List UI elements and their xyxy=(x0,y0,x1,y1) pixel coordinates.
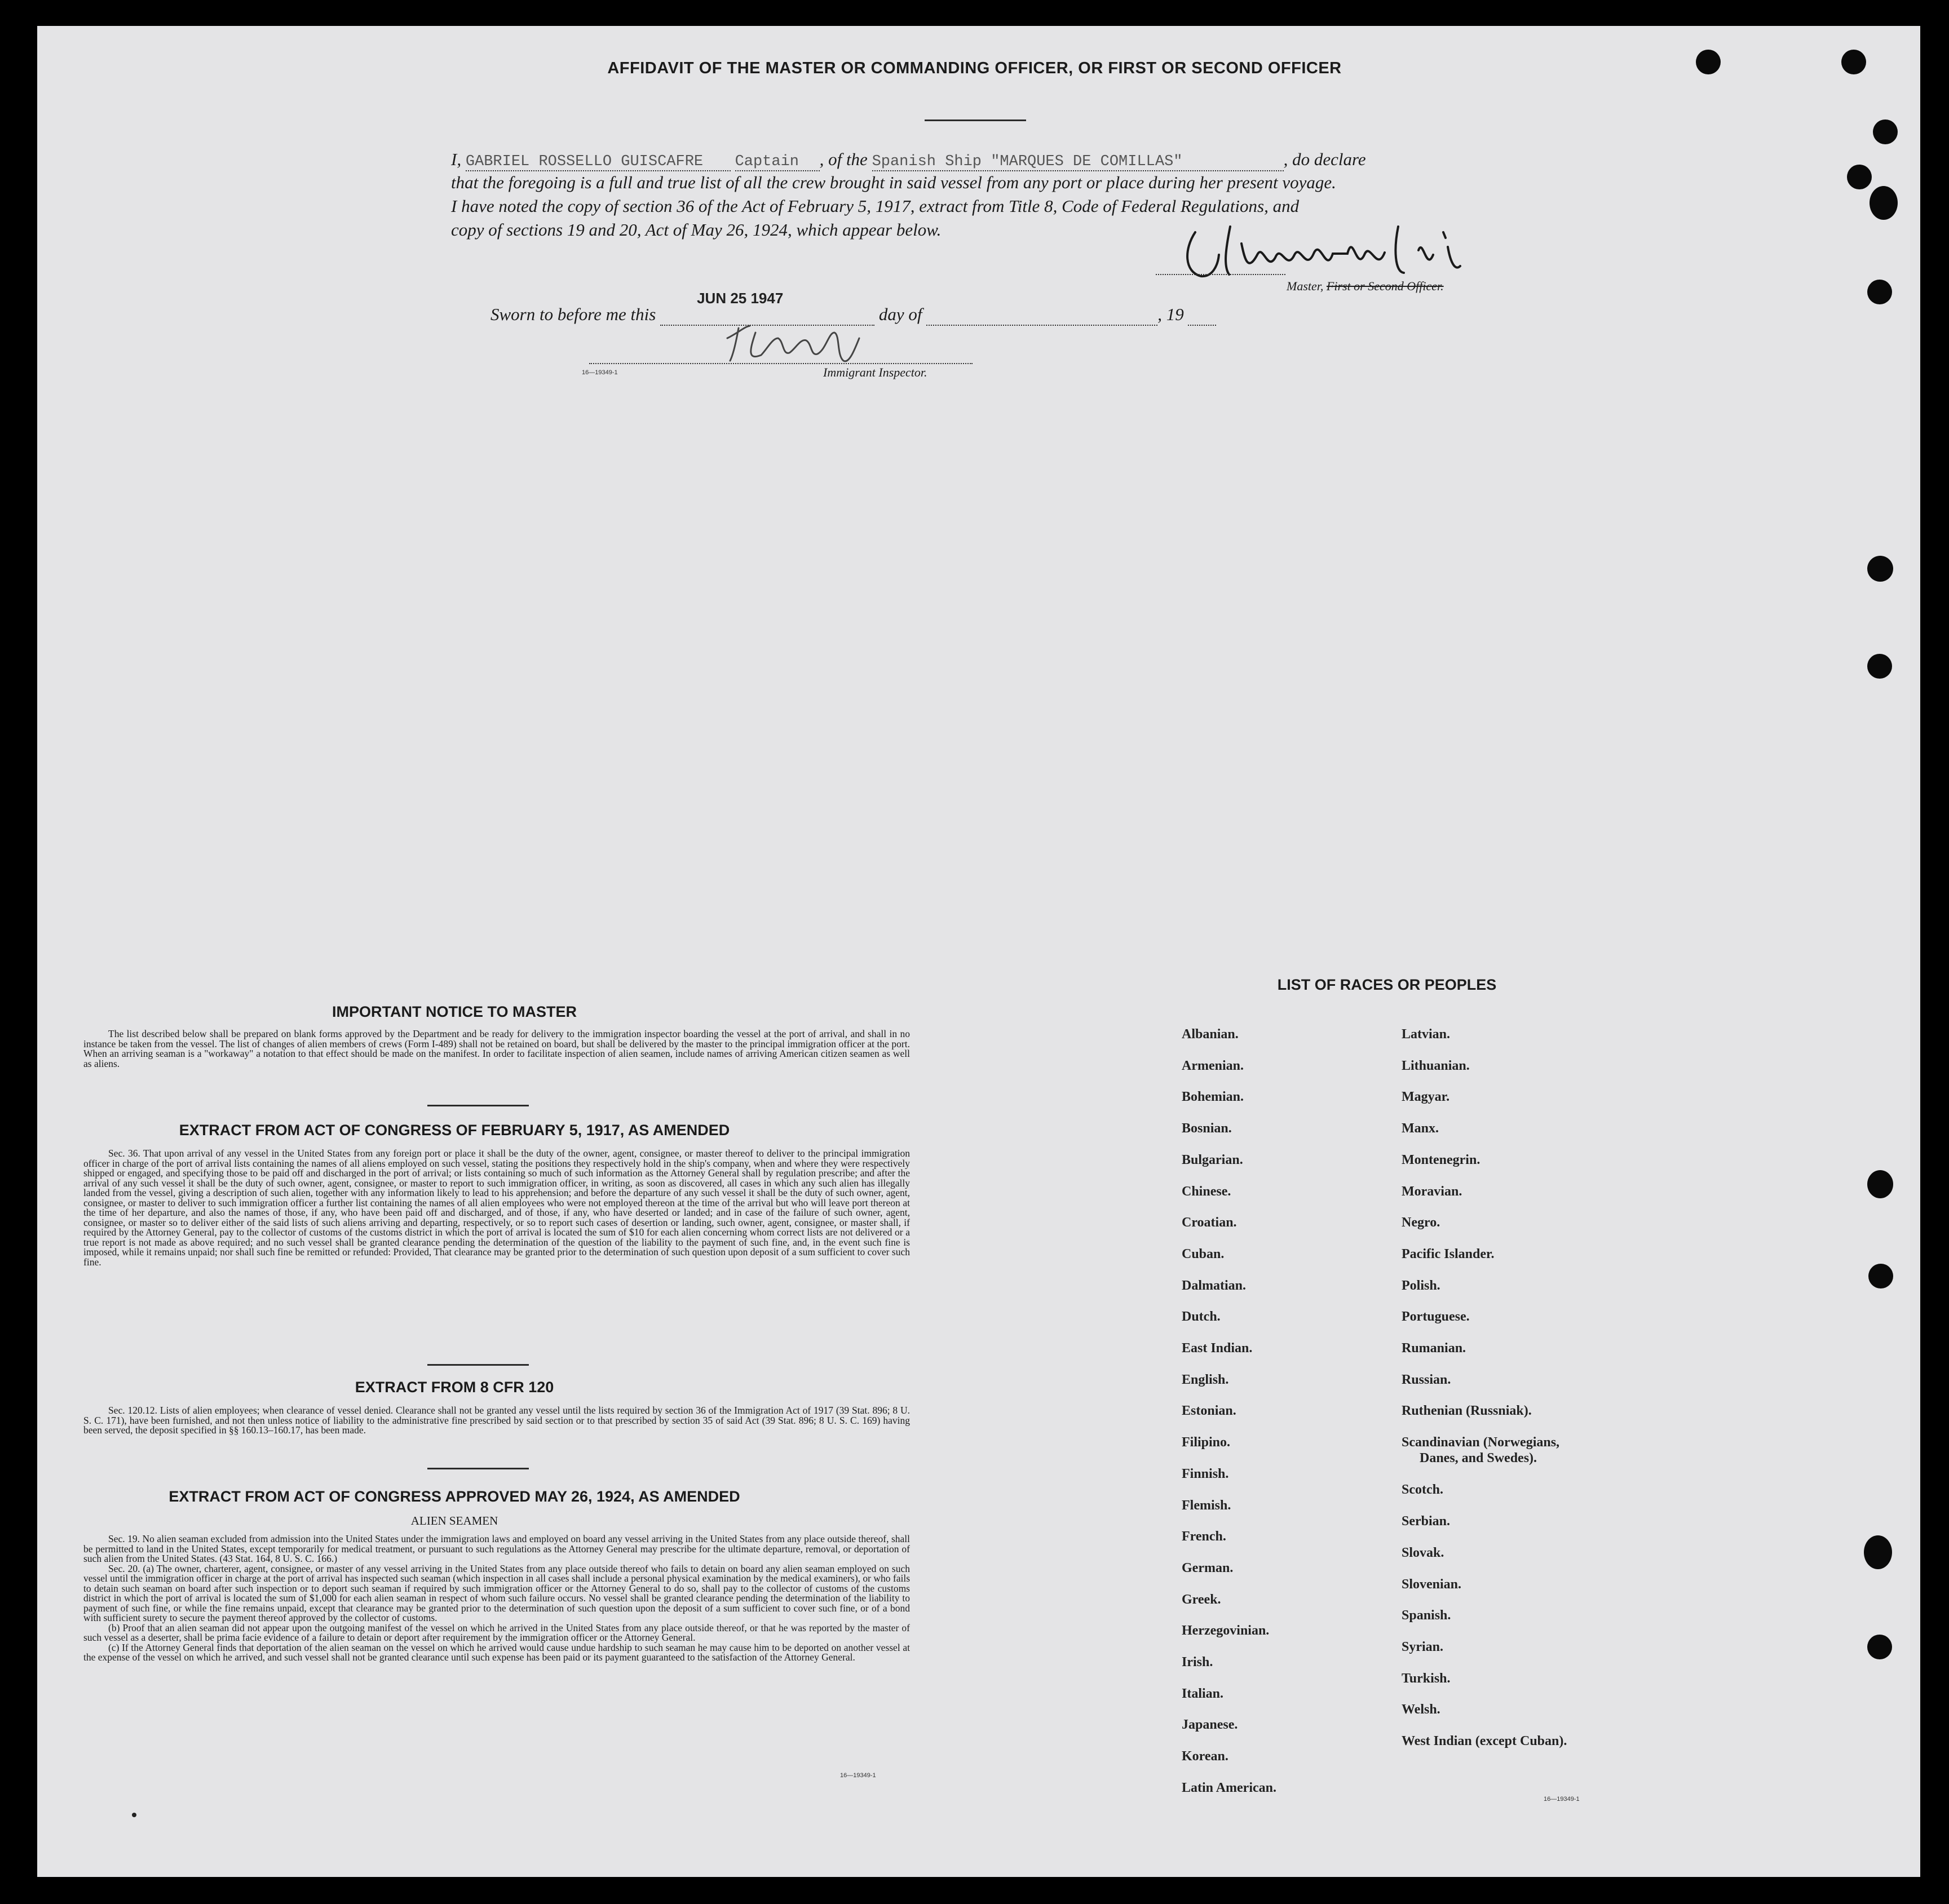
affidavit-line-4: copy of sections 19 and 20, Act of May 26, 1924, which appear below. xyxy=(451,220,942,240)
race-item: Slovenian. xyxy=(1402,1577,1462,1592)
race-item: Ruthenian (Russniak). xyxy=(1402,1403,1532,1419)
race-item: Manx. xyxy=(1402,1121,1439,1136)
race-item: Montenegrin. xyxy=(1402,1152,1480,1167)
race-item: English. xyxy=(1182,1372,1229,1387)
race-item: Lithuanian. xyxy=(1402,1058,1470,1073)
race-item: Filipino. xyxy=(1182,1435,1231,1450)
text: day of xyxy=(878,304,922,324)
race-item: Albanian. xyxy=(1182,1027,1239,1042)
divider xyxy=(427,1468,529,1469)
race-item: West Indian (except Cuban). xyxy=(1402,1734,1567,1748)
race-item: Portuguese. xyxy=(1402,1309,1470,1325)
race-item: Latin American. xyxy=(1182,1780,1276,1795)
affidavit-line-2: that the foregoing is a full and true list of all the crew brought in said vessel from any port or place during her present voyage. xyxy=(451,172,1336,192)
affidavit-line-1 xyxy=(451,149,1505,171)
race-item: Herzegovinian. xyxy=(1182,1623,1270,1639)
punch-hole xyxy=(1873,119,1898,144)
extract-cfr-title: EXTRACT FROM 8 CFR 120 xyxy=(355,1379,554,1396)
paragraph-sec20b: (b) Proof that an alien seaman did not appear upon the outgoing manifest of the vessel on which he arrived in the United States from any place outside thereof, or that he was reported by the master of such vessel as a deserter, shall be prima facie evidence of a failure to detain or deport after requirement by the immigration officer or the Attorney General. xyxy=(83,1622,910,1643)
punch-hole xyxy=(1867,1635,1892,1659)
text: , do declare xyxy=(1283,149,1366,169)
affidavit-line-3: I have noted the copy of section 36 of the Act of February 5, 1917, extract from Title 8, Code of Federal Regulations, and xyxy=(451,196,1300,216)
race-item: Latvian. xyxy=(1402,1027,1451,1042)
notice-body xyxy=(83,1029,910,1069)
text: , 19 xyxy=(1157,304,1184,324)
race-item: Slovak. xyxy=(1402,1545,1444,1560)
race-item: Rumanian. xyxy=(1402,1341,1466,1356)
race-item: Magyar. xyxy=(1402,1090,1450,1105)
paragraph-sec19: Sec. 19. No alien seaman excluded from admission into the United States under the immigration laws and employed on board any vessel arriving in the United States from any place outside thereof, shall be permitted to land in the United States, except temporarily for medical treatment, or pursuant to such regulations as the Attorney General may prescribe for the ultimate departure, removal, or deportation of such alien from the United States. (43 Stat. 164, 8 U. S. C. 166.) xyxy=(83,1533,910,1564)
inspector-label: Immigrant Inspector. xyxy=(823,365,927,379)
race-item: Bohemian. xyxy=(1182,1090,1244,1105)
race-item: Negro. xyxy=(1402,1215,1440,1230)
text: , of the xyxy=(819,149,868,169)
vessel-name: Spanish Ship "MARQUES DE COMILLAS" xyxy=(872,153,1284,171)
text: Sworn to before me this xyxy=(490,304,656,324)
race-item: Welsh. xyxy=(1402,1702,1440,1717)
race-item: Dalmatian. xyxy=(1182,1278,1246,1293)
race-item: Moravian. xyxy=(1402,1184,1462,1199)
race-item: Croatian. xyxy=(1182,1215,1237,1230)
race-item: Serbian. xyxy=(1402,1514,1451,1529)
race-item: Flemish. xyxy=(1182,1498,1231,1513)
divider xyxy=(427,1105,529,1106)
form-number: 16—19349-1 xyxy=(582,369,618,376)
paragraph-sec20a: Sec. 20. (a) The owner, charterer, agent, consignee, or master of any vessel arriving in the United States from any place outside thereof who fails to detain on board any alien seaman employed on such vessel until the immigration officer in charge at the port of arrival has inspected such seaman (which inspection in all cases shall include a personal physical examination by the medical examiners), or who fails to detain such seaman on board after such inspection or to deport such seaman if required by such immigration officer or the Attorney General to do so, shall pay to the collector of customs of the customs district in which the port of arrival is located the sum of $1,000 for each alien seaman in respect of whom such failure occurs. No vessel shall be granted clearance pending the determination of the liability to payment of such fine, or while the fine remains unpaid, except that clearance may be granted prior to the determination of such question upon the deposit of a sum sufficient to cover such fine, or of a bond with sufficient surety to secure the payment thereof approved by the collector of customs. xyxy=(83,1562,910,1623)
race-item: Estonian. xyxy=(1182,1403,1236,1419)
officer-label-struck: First or Second Officer. xyxy=(1326,279,1444,293)
punch-hole xyxy=(1847,165,1872,189)
race-item: Turkish. xyxy=(1402,1671,1451,1686)
race-item: French. xyxy=(1182,1529,1226,1544)
race-item: Dutch. xyxy=(1182,1309,1221,1325)
race-item: Scandinavian (Norwegians, xyxy=(1402,1435,1560,1450)
master-label xyxy=(1287,279,1444,294)
extract-1917-body xyxy=(83,1149,910,1267)
year-field xyxy=(1188,304,1216,326)
form-number: 16—19349-1 xyxy=(1544,1796,1580,1803)
extract-1924-title: EXTRACT FROM ACT OF CONGRESS APPROVED MAY 26, 1924, AS AMENDED xyxy=(169,1488,740,1505)
race-item: Korean. xyxy=(1182,1749,1228,1764)
punch-hole xyxy=(1867,280,1892,304)
race-item: Armenian. xyxy=(1182,1058,1244,1073)
extract-cfr-body xyxy=(83,1406,910,1436)
race-item: Japanese. xyxy=(1182,1717,1238,1733)
race-item: Chinese. xyxy=(1182,1184,1231,1199)
race-item: Italian. xyxy=(1182,1686,1224,1701)
affidavit-title: AFFIDAVIT OF THE MASTER OR COMMANDING OFFICER, OR FIRST OR SECOND OFFICER xyxy=(607,59,1342,77)
paragraph-sec20c: (c) If the Attorney General finds that deportation of the alien seaman on the vessel on which he arrived would cause undue hardship to such seaman he may cause him to be deported on another vessel at the expense of the vessel on which he arrived, and such vessel shall not be granted clearance until such expense has been paid or its payment guaranteed to the satisfaction of the Attorney General. xyxy=(83,1641,910,1663)
master-name: GABRIEL ROSSELLO GUISCAFRE xyxy=(466,153,731,171)
rank: Captain xyxy=(735,153,820,171)
race-item: Danes, and Swedes). xyxy=(1420,1451,1537,1466)
master-signature-line xyxy=(1156,274,1285,275)
text: I, xyxy=(451,149,462,169)
race-item: Irish. xyxy=(1182,1655,1213,1670)
master-signature xyxy=(1178,210,1550,283)
paragraph: Sec. 120.12. Lists of alien employees; when clearance of vessel denied. Clearance shall not be granted any vessel until the lists required by section 36 of the Immigration Act of 1917 (39 Stat. 896; 8 U. S. C. 171), have been furnished, and not then unless notice of liability to the administrative fine prescribed by said section or to that prescribed by section 35 of said Act (39 Stat. 896; 8 U. S. C. 169) having been served, the deposit specified in §§ 160.13–160.17, has been made. xyxy=(83,1405,910,1436)
race-item: Russian. xyxy=(1402,1372,1451,1387)
notice-title: IMPORTANT NOTICE TO MASTER xyxy=(332,1003,577,1020)
punch-hole xyxy=(1867,556,1893,582)
date-stamp: JUN 25 1947 xyxy=(697,290,784,307)
inspector-signature-line xyxy=(589,363,973,364)
race-item: Scotch. xyxy=(1402,1482,1443,1498)
form-number: 16—19349-1 xyxy=(840,1772,876,1779)
race-item: Spanish. xyxy=(1402,1608,1451,1623)
inspector-signature xyxy=(716,316,908,366)
paragraph: Sec. 36. That upon arrival of any vessel in the United States from any foreign port or place it shall be the duty of the owner, agent, consignee, or master thereof to deliver to the principal immigration officer in charge of the port of arrival lists containing the names of all aliens employed on such vessel, stating the positions they respectively hold in the ship's company, when and where they were respectively shipped or engaged, and specifying those to be paid off and discharged in the port of arrival; or lists containing so much of such information as the Attorney General shall by regulation prescribe; and after the arrival of any such vessel it shall be the duty of such owner, agent, consignee, or master to report to such immigration officer, in writing, as soon as discovered, all cases in which any such alien has illegally landed from the vessel, giving a description of such alien, together with any information likely to lead to his apprehension; and before the departure of any such vessel it shall be the duty of such owner, agent, consignee, or master to deliver to such immigration officer a further list containing the names of all alien employees who were not employed thereon at the time of the arrival but who will leave port thereon at the time of her departure, and also the names of those, if any, who have been paid off and discharged, and of those, if any, who have deserted or landed; and in case of the failure of such owner, agent, consignee, or master so to deliver either of the said lists of such aliens arriving and departing, respectively, or so to report such cases of desertion or landing, such owner, agent, consignee, or master shall, if required by the Attorney General, pay to the collector of customs of the customs district in which the port of arrival is located the sum of $10 for each alien concerning whom correct lists are not delivered or a true report is not made as above required; and no such vessel shall be granted clearance pending the determination of the question of the liability to the payment of such fine, and, in the event such fine is imposed, while it remains unpaid; nor shall such fine be remitted or refunded: Provided, That clearance may be granted prior to the determination of such question upon deposit of a sum sufficient to cover such fine. xyxy=(83,1148,910,1268)
race-item: Finnish. xyxy=(1182,1466,1229,1481)
race-item: East Indian. xyxy=(1182,1341,1253,1356)
punch-hole xyxy=(1870,186,1898,220)
month-field xyxy=(926,304,1157,326)
divider xyxy=(925,119,1026,121)
race-item: Syrian. xyxy=(1402,1639,1444,1654)
race-item: Pacific Islander. xyxy=(1402,1246,1495,1261)
speck xyxy=(132,1813,136,1817)
race-item: Greek. xyxy=(1182,1592,1221,1607)
extract-1924-body xyxy=(83,1534,910,1663)
race-item: Bulgarian. xyxy=(1182,1152,1243,1167)
extract-1924-subtitle: ALIEN SEAMEN xyxy=(410,1514,498,1527)
race-item: Cuban. xyxy=(1182,1246,1225,1261)
extract-1917-title: EXTRACT FROM ACT OF CONGRESS OF FEBRUARY 5, 1917, AS AMENDED xyxy=(179,1122,730,1139)
race-item: German. xyxy=(1182,1560,1234,1575)
divider xyxy=(427,1364,529,1366)
race-item: Bosnian. xyxy=(1182,1121,1232,1136)
punch-hole xyxy=(1864,1535,1892,1569)
paragraph: The list described below shall be prepared on blank forms approved by the Department and be ready for delivery to the immigration inspector boarding the vessel at the port of arrival, and shall in no instance be taken from the vessel. The list of changes of alien members of crews (Form I-489) shall not be retained on board, but shall be delivered by the master to the principal immigration officer at the port. When an arriving seaman is a "workaway" a notation to that effect should be made on the manifest. In order to facilitate inspection of alien seamen, include names of arriving American citizen seamen as well as aliens. xyxy=(83,1028,910,1069)
races-title: LIST OF RACES OR PEOPLES xyxy=(1277,976,1497,993)
race-item: Polish. xyxy=(1402,1278,1440,1293)
punch-hole xyxy=(1867,1170,1893,1198)
punch-hole xyxy=(1868,1264,1893,1288)
punch-hole xyxy=(1867,654,1892,679)
master-label-text: Master, xyxy=(1287,279,1324,293)
